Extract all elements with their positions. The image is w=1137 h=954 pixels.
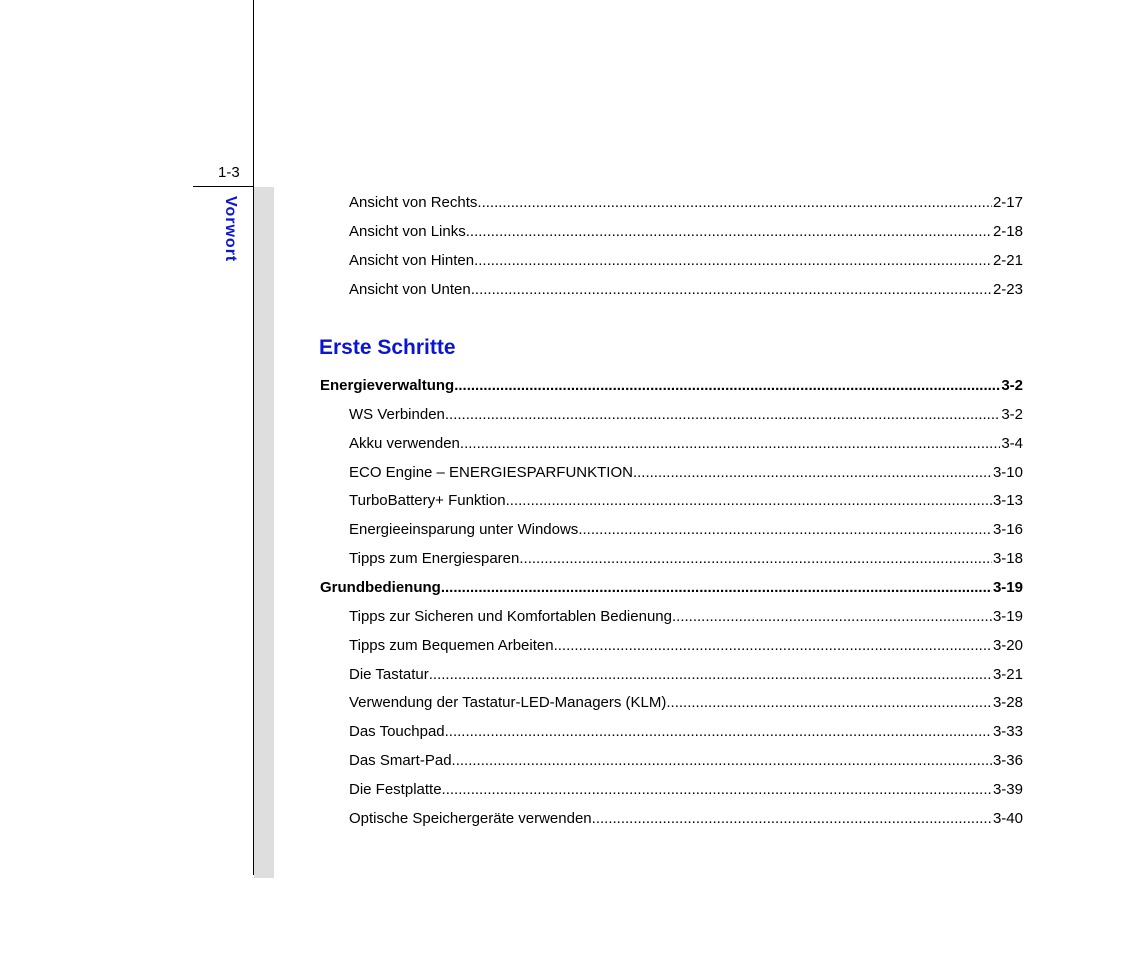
toc-subsection-entry[interactable] xyxy=(349,435,1023,457)
toc-dot-leader xyxy=(466,223,992,240)
toc-entry-page: 3-33 xyxy=(992,723,1023,741)
page-number: 1-3 xyxy=(218,164,240,181)
chapter-title: Erste Schritte xyxy=(319,336,456,359)
toc-entry-page: 3-19 xyxy=(992,578,1023,596)
toc-entry-page: 3-21 xyxy=(992,665,1023,683)
toc-entry-page: 3-10 xyxy=(992,463,1023,481)
toc-entry-title: WS Verbinden xyxy=(349,405,445,423)
section-side-label: Vorwort xyxy=(222,196,239,263)
toc-dot-leader xyxy=(474,252,992,269)
toc-entry-page: 2-21 xyxy=(992,252,1023,269)
toc-subsection-entry[interactable] xyxy=(349,194,1023,216)
toc-entry-page: 3-16 xyxy=(992,521,1023,539)
toc-entry-page: 3-4 xyxy=(1001,434,1023,452)
toc-dot-leader xyxy=(471,281,992,298)
toc-dot-leader xyxy=(554,637,992,654)
toc-section-entry[interactable] xyxy=(320,377,1023,399)
toc-entry-page: 2-17 xyxy=(992,194,1023,211)
toc-section-entry[interactable] xyxy=(320,579,1023,601)
toc-subsection-entry[interactable] xyxy=(349,637,1023,659)
toc-entry-title: Ansicht von Rechts xyxy=(349,194,478,211)
toc-subsection-entry[interactable] xyxy=(349,464,1023,486)
toc-dot-leader xyxy=(442,781,992,798)
toc-entry-page: 2-18 xyxy=(992,223,1023,240)
toc-dot-leader xyxy=(506,492,992,509)
toc-entry-title: Grundbedienung xyxy=(320,578,441,596)
toc-entry-title: Die Tastatur xyxy=(349,665,429,683)
toc-entry-title: Optische Speichergeräte verwenden xyxy=(349,809,592,827)
sidebar-gray-bar xyxy=(254,187,274,878)
toc-entry-title: Verwendung der Tastatur-LED-Managers (KLM) xyxy=(349,694,667,712)
toc-entry-title: Tipps zum Energiesparen xyxy=(349,550,520,568)
toc-dot-leader xyxy=(666,694,992,711)
toc-subsection-entry[interactable] xyxy=(349,492,1023,514)
toc-entry-title: Energieeinsparung unter Windows xyxy=(349,521,579,539)
toc-entry-title: TurboBattery+ Funktion xyxy=(349,492,506,510)
toc-dot-leader xyxy=(460,435,1000,452)
toc-entry-title: Ansicht von Links xyxy=(349,223,466,240)
toc-entry-title: Ansicht von Hinten xyxy=(349,252,475,269)
toc-entry-title: Die Festplatte xyxy=(349,780,442,798)
toc-subsection-entry[interactable] xyxy=(349,406,1023,428)
toc-dot-leader xyxy=(452,752,992,769)
toc-dot-leader xyxy=(592,810,992,827)
toc-dot-leader xyxy=(454,377,1000,394)
toc-subsection-entry[interactable] xyxy=(349,666,1023,688)
toc-entry-page: 3-19 xyxy=(992,607,1023,625)
toc-dot-leader xyxy=(519,550,992,567)
toc-subsection-entry[interactable] xyxy=(349,608,1023,630)
toc-entry-title: Ansicht von Unten xyxy=(349,281,471,298)
toc-dot-leader xyxy=(672,608,992,625)
toc-subsection-entry[interactable] xyxy=(349,723,1023,745)
toc-dot-leader xyxy=(633,464,992,481)
toc-subsection-entry[interactable] xyxy=(349,252,1023,274)
toc-dot-leader xyxy=(578,521,992,538)
toc-entry-page: 3-13 xyxy=(992,492,1023,510)
toc-entry-title: Tipps zum Bequemen Arbeiten xyxy=(349,636,554,654)
toc-subsection-entry[interactable] xyxy=(349,752,1023,774)
toc-entry-page: 3-2 xyxy=(1001,405,1023,423)
toc-entry-page: 3-36 xyxy=(992,752,1023,770)
toc-subsection-entry[interactable] xyxy=(349,694,1023,716)
toc-subsection-entry[interactable] xyxy=(349,781,1023,803)
toc-subsection-entry[interactable] xyxy=(349,281,1023,303)
toc-entry-title: ECO Engine – ENERGIESPARFUNKTION xyxy=(349,463,633,481)
toc-entry-page: 3-39 xyxy=(992,780,1023,798)
toc-dot-leader xyxy=(445,723,992,740)
toc-dot-leader xyxy=(445,406,1000,423)
toc-entry-page: 2-23 xyxy=(992,281,1023,298)
toc-entry-title: Akku verwenden xyxy=(349,434,460,452)
toc-dot-leader xyxy=(477,194,992,211)
toc-entry-page: 3-40 xyxy=(992,809,1023,827)
toc-entry-page: 3-20 xyxy=(992,636,1023,654)
page-number-rule xyxy=(193,186,254,187)
toc-entry-title: Energieverwaltung xyxy=(320,377,455,394)
toc-entry-page: 3-18 xyxy=(992,550,1023,568)
toc-dot-leader xyxy=(429,666,992,683)
toc-entry-title: Tipps zur Sicheren und Komfortablen Bedienung xyxy=(349,607,672,625)
toc-entry-title: Das Smart-Pad xyxy=(349,752,452,770)
toc-entry-title: Das Touchpad xyxy=(349,723,445,741)
toc-entry-page: 3-2 xyxy=(1001,377,1023,394)
toc-subsection-entry[interactable] xyxy=(349,223,1023,245)
toc-entry-page: 3-28 xyxy=(992,694,1023,712)
toc-subsection-entry[interactable] xyxy=(349,550,1023,572)
toc-subsection-entry[interactable] xyxy=(349,521,1023,543)
toc-subsection-entry[interactable] xyxy=(349,810,1023,832)
toc-dot-leader xyxy=(441,579,992,596)
